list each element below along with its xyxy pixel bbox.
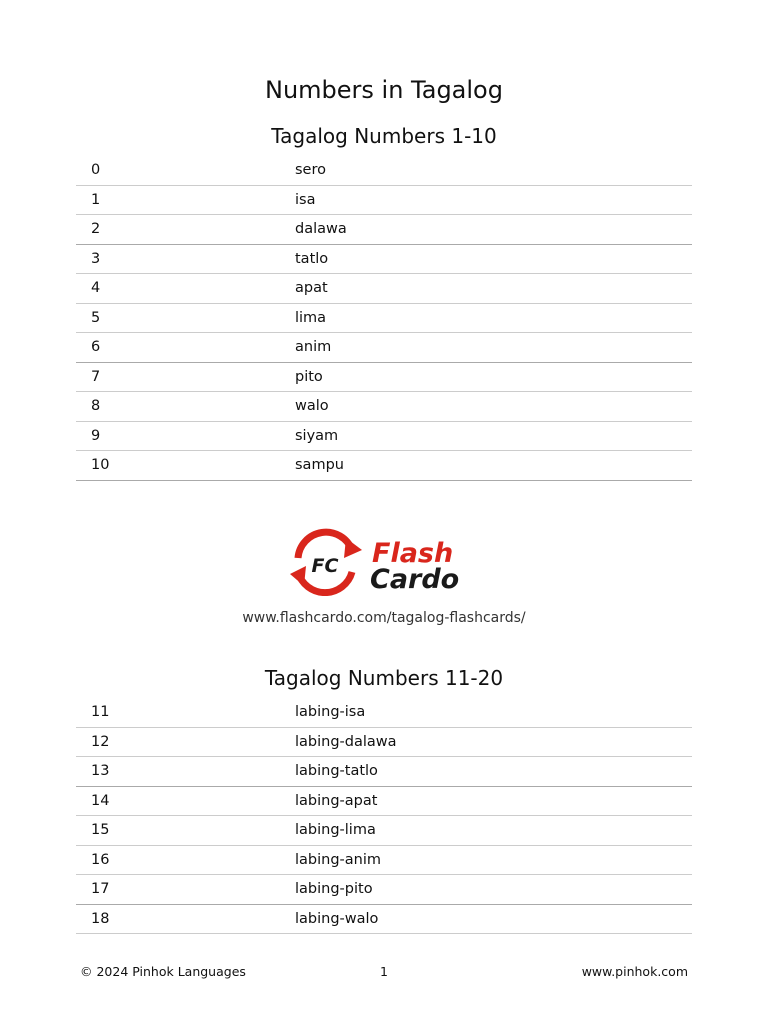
word-cell: labing-anim <box>295 851 382 868</box>
table-row <box>76 846 692 876</box>
footer-copyright: © 2024 Pinhok Languages <box>80 964 246 979</box>
word-cell: labing-isa <box>295 704 366 720</box>
word-cell: sero <box>295 162 326 178</box>
word-cell: sampu <box>295 457 344 473</box>
table-row <box>76 304 692 334</box>
number-cell: 12 <box>91 733 110 750</box>
flashcardo-url-link[interactable]: www.flashcardo.com/tagalog-flashcards/ <box>242 610 526 626</box>
table-row <box>76 392 692 422</box>
number-cell: 3 <box>91 250 101 267</box>
table-row <box>76 245 692 275</box>
table-row <box>76 274 692 304</box>
number-cell: 6 <box>91 339 101 355</box>
number-cell: 2 <box>91 221 101 237</box>
table-row <box>76 816 692 846</box>
word-cell: labing-walo <box>295 910 379 927</box>
word-cell: anim <box>295 339 332 355</box>
word-cell: apat <box>295 280 328 296</box>
word-cell: labing-pito <box>295 881 373 897</box>
number-cell: 14 <box>91 792 110 809</box>
word-cell: labing-dalawa <box>295 733 397 750</box>
number-cell: 4 <box>91 280 101 296</box>
number-cell: 17 <box>91 881 110 897</box>
table-row <box>76 422 692 452</box>
word-cell: walo <box>295 398 329 414</box>
table-row <box>76 787 692 817</box>
table-row <box>76 905 692 935</box>
section-title-11-20: Tagalog Numbers 11-20 <box>264 666 504 690</box>
number-cell: 11 <box>91 704 110 720</box>
page-title: Numbers in Tagalog <box>265 76 503 104</box>
logo-word-flash: Flash <box>372 538 454 569</box>
word-cell: dalawa <box>295 221 347 237</box>
number-cell: 18 <box>91 910 110 927</box>
flashcardo-logo <box>290 528 480 596</box>
table-row <box>76 451 692 481</box>
table-row <box>76 757 692 787</box>
numbers-table-1-10 <box>76 156 692 481</box>
table-row <box>76 728 692 758</box>
word-cell: tatlo <box>295 250 329 267</box>
footer-page-number: 1 <box>380 964 388 979</box>
number-cell: 15 <box>91 822 110 838</box>
word-cell: labing-tatlo <box>295 763 378 779</box>
word-cell: pito <box>295 368 323 385</box>
word-cell: labing-apat <box>295 792 378 809</box>
word-cell: labing-lima <box>295 822 376 838</box>
number-cell: 10 <box>91 457 110 473</box>
number-cell: 5 <box>91 309 101 326</box>
word-cell: isa <box>295 191 316 208</box>
word-cell: lima <box>295 309 327 326</box>
logo-mark: FC <box>311 555 339 577</box>
table-row <box>76 215 692 245</box>
table-row <box>76 698 692 728</box>
section-title-1-10: Tagalog Numbers 1-10 <box>271 124 497 148</box>
table-row <box>76 333 692 363</box>
logo-word-cardo: Cardo <box>370 564 460 595</box>
number-cell: 8 <box>91 398 101 414</box>
word-cell: siyam <box>295 427 339 444</box>
table-row <box>76 156 692 186</box>
number-cell: 7 <box>91 368 101 385</box>
number-cell: 16 <box>91 851 110 868</box>
numbers-table-11-20 <box>76 698 692 934</box>
table-row <box>76 363 692 393</box>
number-cell: 13 <box>91 763 110 779</box>
table-row <box>76 186 692 216</box>
number-cell: 0 <box>91 162 101 178</box>
number-cell: 9 <box>91 427 101 444</box>
table-row <box>76 875 692 905</box>
number-cell: 1 <box>91 191 101 208</box>
footer-site-link[interactable]: www.pinhok.com <box>581 964 688 979</box>
